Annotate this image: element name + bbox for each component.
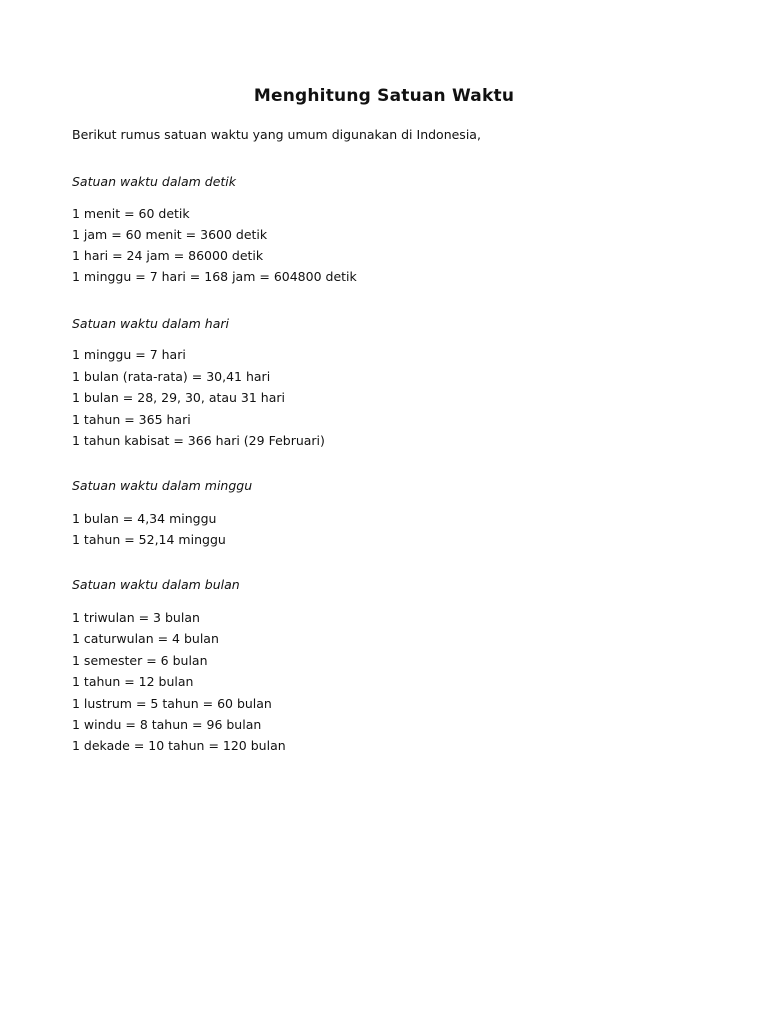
list-item: 1 tahun = 12 bulan bbox=[72, 674, 194, 689]
page-title: Menghitung Satuan Waktu bbox=[253, 86, 515, 106]
list-item: 1 triwulan = 3 bulan bbox=[72, 610, 200, 625]
list-item: 1 minggu = 7 hari bbox=[72, 347, 186, 362]
list-item: 1 jam = 60 menit = 3600 detik bbox=[72, 227, 268, 242]
list-item: 1 lustrum = 5 tahun = 60 bulan bbox=[72, 696, 272, 711]
list-item: 1 hari = 24 jam = 86000 detik bbox=[72, 248, 264, 263]
list-item: 1 semester = 6 bulan bbox=[72, 653, 208, 668]
list-item: 1 minggu = 7 hari = 168 jam = 604800 detik bbox=[72, 269, 357, 284]
list-item: 1 menit = 60 detik bbox=[72, 206, 190, 221]
list-item: 1 tahun kabisat = 366 hari (29 Februari) bbox=[72, 433, 325, 448]
list-item: 1 tahun = 365 hari bbox=[72, 412, 191, 427]
section-heading-bulan: Satuan waktu dalam bulan bbox=[72, 577, 240, 592]
list-item: 1 bulan (rata-rata) = 30,41 hari bbox=[72, 369, 271, 384]
section-heading-minggu: Satuan waktu dalam minggu bbox=[72, 478, 253, 493]
list-item: 1 tahun = 52,14 minggu bbox=[72, 532, 226, 547]
section-heading-detik: Satuan waktu dalam detik bbox=[72, 174, 237, 189]
section-heading-hari: Satuan waktu dalam hari bbox=[72, 316, 229, 331]
list-item: 1 bulan = 4,34 minggu bbox=[72, 511, 217, 526]
list-item: 1 caturwulan = 4 bulan bbox=[72, 631, 219, 646]
list-item: 1 windu = 8 tahun = 96 bulan bbox=[72, 717, 262, 732]
list-item: 1 dekade = 10 tahun = 120 bulan bbox=[72, 738, 286, 753]
list-item: 1 bulan = 28, 29, 30, atau 31 hari bbox=[72, 390, 286, 405]
intro-text: Berikut rumus satuan waktu yang umum digunakan di Indonesia, bbox=[72, 127, 481, 142]
